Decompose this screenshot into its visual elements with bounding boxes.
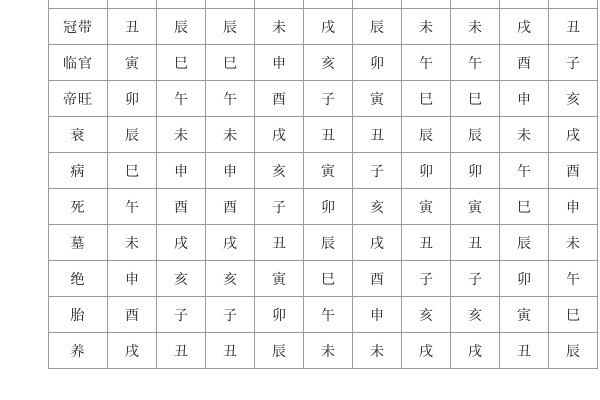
table-cell: 辰 (206, 9, 255, 45)
table-cell: 卯 (500, 261, 549, 297)
table-cell: 午 (500, 153, 549, 189)
table-cell: 丑 (206, 333, 255, 369)
table-cell: 戌 (304, 9, 353, 45)
table-cell: 巳 (304, 261, 353, 297)
table-cell: 未 (255, 9, 304, 45)
table-cell (500, 0, 549, 9)
table-cell: 辰 (157, 9, 206, 45)
table-row (49, 225, 598, 261)
table-cell: 午 (549, 261, 598, 297)
row-header: 墓 (49, 225, 108, 261)
table-cell: 子 (451, 261, 500, 297)
table-cell: 丑 (255, 225, 304, 261)
table-cell: 午 (206, 81, 255, 117)
table-cell: 卯 (304, 189, 353, 225)
table-cell: 辰 (500, 225, 549, 261)
table-cell: 亥 (255, 153, 304, 189)
table-cell: 戌 (255, 117, 304, 153)
table-cell: 卯 (108, 81, 157, 117)
table-cell: 丑 (549, 9, 598, 45)
table-cell: 酉 (206, 189, 255, 225)
table-cell: 子 (157, 297, 206, 333)
table-cell: 丑 (402, 225, 451, 261)
table-cell: 午 (157, 81, 206, 117)
table-cell: 戌 (402, 333, 451, 369)
table-cell: 未 (108, 225, 157, 261)
row-header: 养 (49, 333, 108, 369)
table-cell: 卯 (353, 45, 402, 81)
table-cell: 子 (402, 261, 451, 297)
table-row (49, 45, 598, 81)
table-cell: 酉 (108, 297, 157, 333)
table-cell: 巳 (451, 81, 500, 117)
table-cell: 巳 (206, 45, 255, 81)
table-cell: 子 (304, 81, 353, 117)
table-cell: 午 (304, 297, 353, 333)
table-cell: 辰 (108, 117, 157, 153)
table-cell: 午 (451, 45, 500, 81)
table-cell: 丑 (500, 333, 549, 369)
table-cell: 卯 (451, 153, 500, 189)
table-cell: 丑 (451, 225, 500, 261)
table-cell: 未 (157, 117, 206, 153)
table-cell: 申 (206, 153, 255, 189)
table-cell: 寅 (108, 45, 157, 81)
table-cell: 午 (402, 45, 451, 81)
table-cell: 寅 (402, 189, 451, 225)
table-cell: 酉 (549, 153, 598, 189)
table-cell: 未 (451, 9, 500, 45)
table-cell: 午 (108, 189, 157, 225)
table-cell: 亥 (304, 45, 353, 81)
row-header: 绝 (49, 261, 108, 297)
table-cell: 未 (353, 333, 402, 369)
table-row (49, 81, 598, 117)
table-body (49, 0, 598, 369)
table-cell: 未 (402, 9, 451, 45)
table-cell (157, 0, 206, 9)
table-cell: 亥 (402, 297, 451, 333)
table-cell: 戌 (549, 117, 598, 153)
table-cell: 子 (255, 189, 304, 225)
table-cell: 寅 (304, 153, 353, 189)
table-row (49, 189, 598, 225)
table-cell: 丑 (108, 9, 157, 45)
table-cell: 丑 (304, 117, 353, 153)
table-cell: 辰 (451, 117, 500, 153)
row-header (49, 0, 108, 9)
table-cell (353, 0, 402, 9)
table-cell: 申 (353, 297, 402, 333)
table-cell: 申 (500, 81, 549, 117)
table-row (49, 0, 598, 9)
table-cell: 寅 (353, 81, 402, 117)
table-cell: 酉 (157, 189, 206, 225)
table-cell: 申 (108, 261, 157, 297)
table-cell: 辰 (255, 333, 304, 369)
table-cell: 亥 (206, 261, 255, 297)
table-cell: 寅 (500, 297, 549, 333)
table-cell: 亥 (549, 81, 598, 117)
table-cell: 申 (255, 45, 304, 81)
table-cell: 未 (549, 225, 598, 261)
table-row (49, 297, 598, 333)
row-header: 胎 (49, 297, 108, 333)
row-header: 帝旺 (49, 81, 108, 117)
table-cell: 申 (549, 189, 598, 225)
table-cell (255, 0, 304, 9)
table-row (49, 333, 598, 369)
table-cell: 未 (304, 333, 353, 369)
table-cell (402, 0, 451, 9)
table-cell: 丑 (353, 117, 402, 153)
table-cell: 子 (549, 45, 598, 81)
table-cell: 子 (206, 297, 255, 333)
table-cell: 巳 (402, 81, 451, 117)
row-header: 死 (49, 189, 108, 225)
table-cell: 寅 (255, 261, 304, 297)
table-cell: 戌 (500, 9, 549, 45)
table-cell: 巳 (108, 153, 157, 189)
table-cell: 辰 (353, 9, 402, 45)
table-cell (108, 0, 157, 9)
table-cell: 卯 (255, 297, 304, 333)
table-row (49, 9, 598, 45)
table-cell: 未 (206, 117, 255, 153)
table-cell: 亥 (353, 189, 402, 225)
table-cell: 戌 (451, 333, 500, 369)
table-cell: 亥 (157, 261, 206, 297)
table-cell (549, 0, 598, 9)
table-cell: 申 (157, 153, 206, 189)
table-row (49, 153, 598, 189)
table-cell: 酉 (353, 261, 402, 297)
table-cell: 巳 (500, 189, 549, 225)
table-cell: 巳 (549, 297, 598, 333)
table-cell (206, 0, 255, 9)
row-header: 临官 (49, 45, 108, 81)
table-cell: 寅 (451, 189, 500, 225)
table-cell: 亥 (451, 297, 500, 333)
twelve-stages-table (48, 0, 598, 369)
table-cell: 辰 (549, 333, 598, 369)
table-cell: 巳 (157, 45, 206, 81)
table-cell: 卯 (402, 153, 451, 189)
table-cell: 酉 (255, 81, 304, 117)
table-cell: 戌 (157, 225, 206, 261)
table-cell: 子 (353, 153, 402, 189)
table-cell: 未 (500, 117, 549, 153)
table-cell: 辰 (402, 117, 451, 153)
row-header: 冠带 (49, 9, 108, 45)
table-cell: 辰 (304, 225, 353, 261)
table-row (49, 117, 598, 153)
table-cell: 丑 (157, 333, 206, 369)
table-cell: 酉 (500, 45, 549, 81)
row-header: 病 (49, 153, 108, 189)
table-cell: 戌 (206, 225, 255, 261)
table-cell (304, 0, 353, 9)
table-cell: 戌 (353, 225, 402, 261)
table-cell: 戌 (108, 333, 157, 369)
table-row (49, 261, 598, 297)
row-header: 衰 (49, 117, 108, 153)
table-cell (451, 0, 500, 9)
